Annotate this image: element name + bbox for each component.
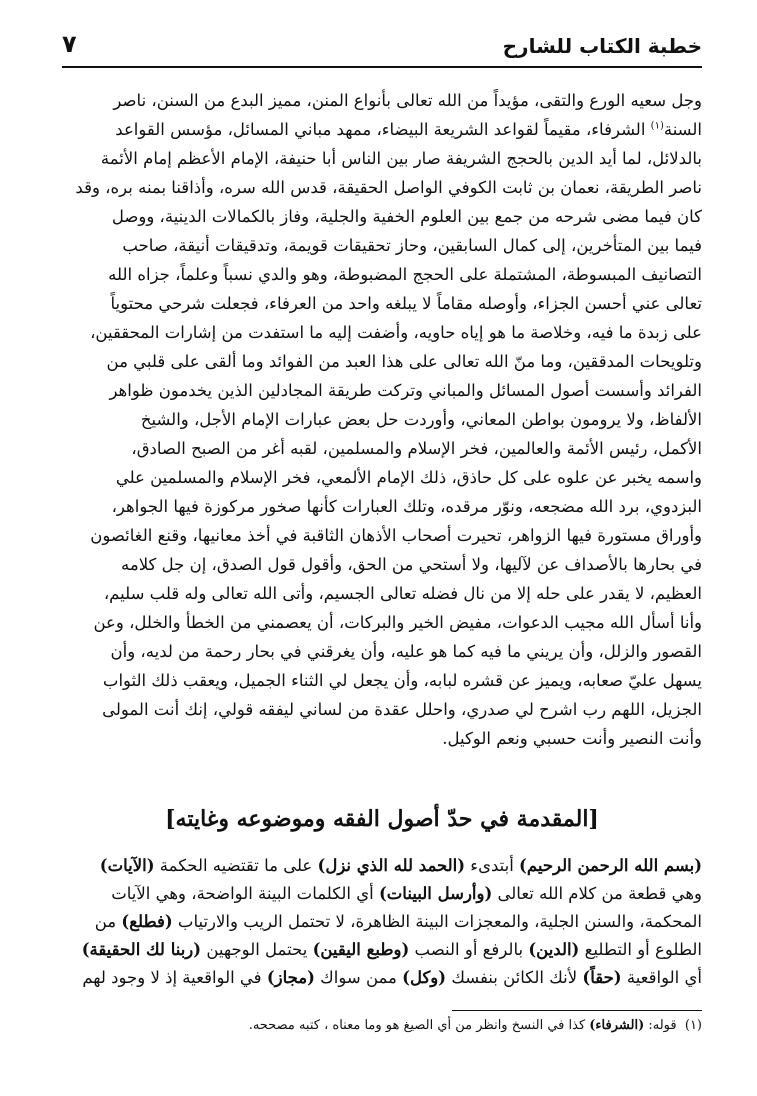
page-number: ٧ bbox=[62, 30, 77, 58]
text-line bbox=[62, 936, 702, 964]
footnote-divider bbox=[452, 1010, 702, 1011]
text-fragment: لأنك الكائن بنفسك bbox=[446, 968, 583, 987]
footnote-number: (١) bbox=[684, 1018, 702, 1033]
text-fragment: يحتمل الوجهين bbox=[201, 940, 313, 959]
text-line: في بحارها بالأصداف عن لآليها، ولا أستحي من الحق، وأقول قول الصدق، إن جل كلامه bbox=[121, 555, 702, 574]
matn-quote: (بسم الله الرحمن الرحيم) bbox=[519, 856, 702, 875]
footnote-reference: (١) bbox=[650, 120, 664, 132]
text-fragment: بالرفع أو النصب bbox=[409, 940, 529, 959]
text-line: القصور والزلل، وأن يريني ما فيه كما هو عليه، وأن يغرقني في بحار رحمة من لديه، وأن bbox=[110, 642, 702, 661]
text-fragment: أي الواقعية bbox=[621, 968, 702, 987]
matn-quote: (الدين) bbox=[528, 940, 580, 959]
matn-quote: (وكل) bbox=[402, 968, 447, 987]
footnote bbox=[62, 1016, 702, 1036]
running-title: خطبة الكتاب للشارح bbox=[502, 34, 702, 58]
text-fragment: في الواقعية إذ لا وجود لهم bbox=[82, 968, 267, 987]
text-line: تعالى عني أحسن الجزاء، وأوصله مقاماً لا يبلغه واحد من العرفاء، فجعلت شرحي محتوياً bbox=[110, 294, 702, 313]
text-line: واسمه يخبر عن علوه على كل حاذق، ذلك الإمام الألمعي، فخر الإسلام والمسلمين علي bbox=[115, 468, 702, 487]
text-fragment: ممن سواك bbox=[314, 968, 403, 987]
text-line: العظيم، لا يقدر على حله إلا من نال فضله تعالى الجسيم، وأتى الله تعالى وله قلب سليم، bbox=[103, 584, 702, 603]
text-line: البزدوي، برد الله مضجعه، ونوّر مرقده، وتلك العبارات كأنها صخور مركوزة فيها الجواهر، bbox=[111, 497, 702, 516]
text-line bbox=[62, 852, 702, 880]
matn-quote: (الحمد لله الذي نزل) bbox=[317, 856, 466, 875]
matn-quote: (الآيات) bbox=[99, 856, 155, 875]
footnote-text: كذا في النسخ وانظر من أي الصيغ هو وما معناه ، كتبه مصححه. bbox=[248, 1018, 590, 1033]
text-line: التصانيف المبسوطة، المشتملة على الحجج المضبوطة، وهو والدي نسباً وعلماً، جزاه الله bbox=[108, 265, 702, 284]
text-line bbox=[62, 908, 702, 936]
text-fragment: على ما تقتضيه الحكمة bbox=[154, 856, 318, 875]
header-divider bbox=[62, 66, 702, 68]
text-fragment: أي الكلمات البينة الواضحة، وهي الآيات bbox=[111, 884, 379, 903]
text-line: ناصر الطريقة، نعمان بن ثابت الكوفي الواصل الحقيقة، قدس الله سره، وأذاقنا بمنه بره، وقد bbox=[75, 178, 702, 197]
matn-quote: (ربنا لك الحقيقة) bbox=[81, 940, 202, 959]
matn-quote: (مجاز) bbox=[266, 968, 315, 987]
matn-quote: (وأرسل البينات) bbox=[378, 884, 493, 903]
text-line: فيما بين المتأخرين، إلى كمال السابقين، وحاز تحقيقات قويمة، وتدقيقات أنيقة، صاحب bbox=[122, 236, 702, 255]
text-line bbox=[62, 964, 702, 992]
matn-quote: (حقاً) bbox=[582, 968, 622, 987]
text-line: كان فيما مضى شرحه من جمع بين العلوم الخفية والجلية، وفاز بالكمالات الدينية، ووصل bbox=[111, 207, 702, 226]
text-line: وتلويحات المدققين، وما منّ الله تعالى على هذا العبد من الفوائد وما ألقى على قلبي من bbox=[106, 352, 702, 371]
text-line: وأوراق مستورة فيها الزواهر، تحيرت أصحاب الأذهان الثاقبة في أخذ معانيها، وقنع الغائصون bbox=[90, 526, 702, 545]
section-heading: [المقدمة في حدّ أصول الفقه وموضوعه وغايته] bbox=[165, 806, 599, 832]
footnote-label: قوله: bbox=[644, 1018, 677, 1033]
text-line: وأنا أسأل الله مجيب الدعوات، مفيض الخير والبركات، أن يعصمني من الخطأ والخلل، وعن bbox=[93, 613, 702, 632]
text-fragment: الطلوع أو التطليع bbox=[579, 940, 702, 959]
text-fragment: الشرفاء، مقيماً لقواعد الشريعة البيضاء، ممهد مباني المسائل، مؤسس القواعد bbox=[115, 120, 646, 139]
matn-quote: (فطلع) bbox=[121, 912, 173, 931]
text-fragment: السنة bbox=[663, 120, 702, 139]
text-fragment: وهي قطعة من كلام الله تعالى bbox=[492, 884, 702, 903]
text-fragment: المحكمة، والسنن الجلية، والمعجزات البينة الظاهرة، لا تحتمل الريب والارتياب bbox=[172, 912, 702, 931]
text-line: وجل سعيه الورع والتقى، مؤيداً من الله تعالى بأنواع المنن، مميز البدع من السنن، ناصر bbox=[113, 91, 702, 110]
footnote-keyword: (الشرفاء) bbox=[589, 1018, 645, 1033]
commentary-text bbox=[62, 852, 702, 992]
matn-quote: (وطبع اليقين) bbox=[312, 940, 410, 959]
page-header bbox=[62, 28, 702, 68]
text-line: بالدلائل، لما أيد الدين بالحجج الشريفة صار بين الناس أبا حنيفة، الإمام الأعظم إمام الأئمة bbox=[100, 149, 702, 168]
text-line: وأنت النصير وأنت حسبي ونعم الوكيل. bbox=[442, 729, 702, 748]
text-line: يسهل عليّ صعابه، ويميز عن قشره لبابه، وأن يجعل لي الثناء الجميل، ويعقب ذلك الثواب bbox=[102, 671, 702, 690]
main-text bbox=[62, 86, 702, 753]
text-line bbox=[62, 115, 702, 144]
text-fragment: أبتدىء bbox=[465, 856, 520, 875]
text-line: الجزيل، اللهم رب اشرح لي صدري، واحلل عقدة من لساني ليفقه قولي، إنك أنت المولى bbox=[102, 700, 702, 719]
text-line: على زبدة ما فيه، وخلاصة ما هو إياه حاويه، وأضفت إليه ما استفدت من إشارات المحققين، bbox=[90, 323, 702, 342]
text-line: الفرائد وأسست أصول المسائل والمباني وتركت طريقة المجادلين الذين يخدمون ظواهر bbox=[109, 381, 702, 400]
text-line: الأكمل، رئيس الأئمة والعالمين، فخر الإسلام والمسلمين، لقبه أغر من الصبح الصادق، bbox=[131, 439, 702, 458]
text-fragment: من bbox=[94, 912, 122, 931]
text-line: الألفاظ، ولا يرومون بواطن المعاني، وأوردت حل بعض عبارات الإمام الأجل، والشيخ bbox=[140, 410, 702, 429]
text-line bbox=[62, 880, 702, 908]
